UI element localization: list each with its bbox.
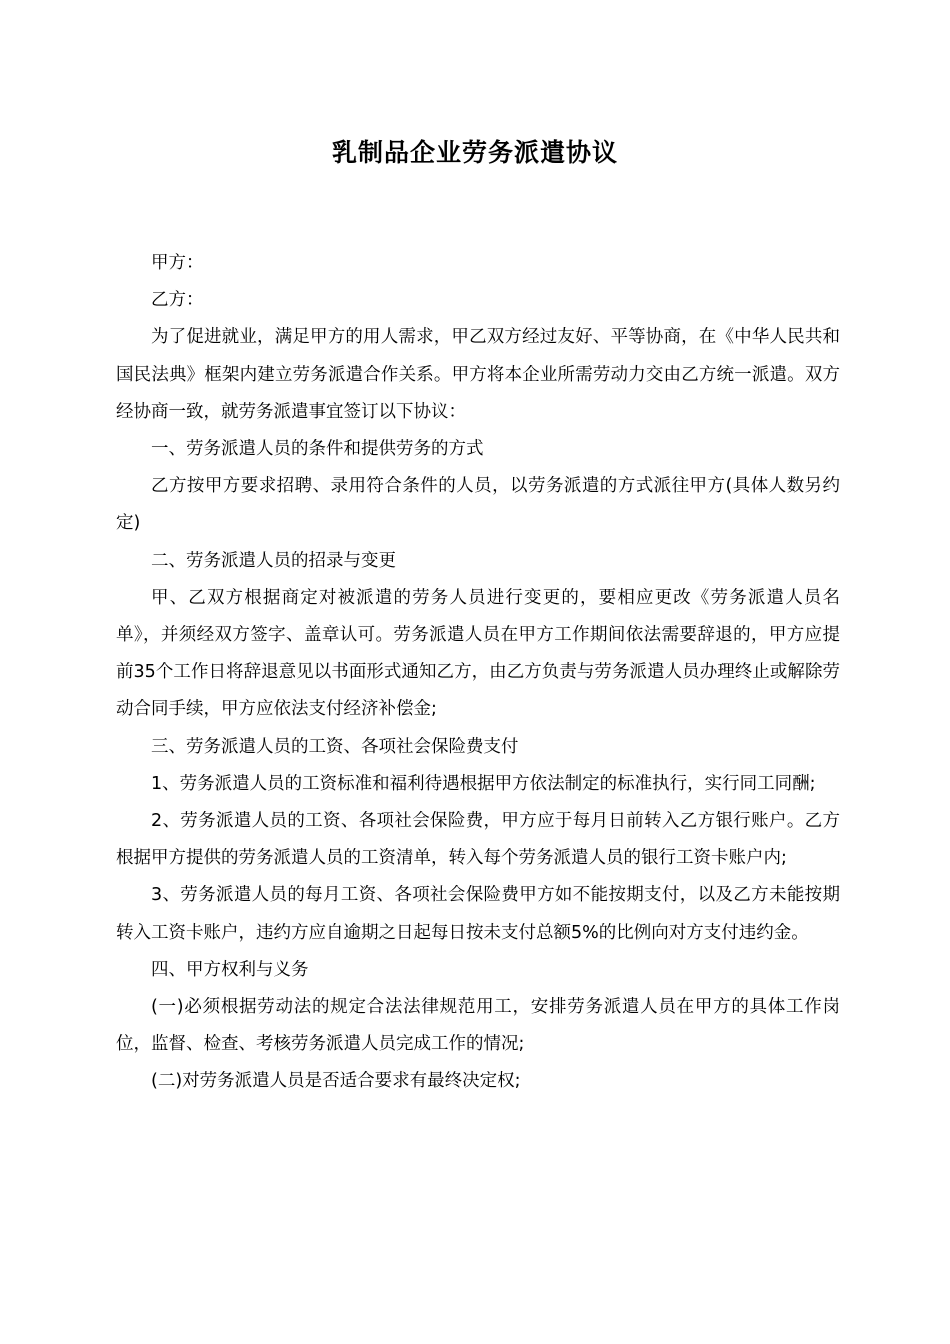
section-heading-2: 二、劳务派遣人员的招录与变更	[151, 550, 396, 571]
section-4-item-1: (一)必须根据劳动法的规定合法法律规范用工，安排劳务派遣人员在甲方的具体工作岗位，监督、检查、考核劳务派遣人员完成工作的情况;	[116, 997, 840, 1055]
section-3-item-3: 3、劳务派遣人员的每月工资、各项社会保险费甲方如不能按期支付，以及乙方未能按期转入工资卡账户，违约方应自逾期之日起每日按未支付总额5%的比例向对方支付违约金。	[116, 885, 840, 943]
document-title: 乳制品企业劳务派遣协议	[331, 138, 618, 167]
section-2-paragraph: 甲、乙双方根据商定对被派遣的劳务人员进行变更的，要相应更改《劳务派遣人员名单》，并须经双方签字、盖章认可。劳务派遣人员在甲方工作期间依法需要辞退的，甲方应提前35个工作日将辞退意见以书面形式通知乙方，由乙方负责与劳务派遣人员办理终止或解除劳动合同手续，甲方应依法支付经济补偿金;	[116, 587, 840, 720]
party-a-line: 甲方：	[151, 253, 204, 273]
section-3-item-1: 1、劳务派遣人员的工资标准和福利待遇根据甲方依法制定的标准执行，实行同工同酬;	[151, 773, 816, 794]
section-heading-1: 一、劳务派遣人员的条件和提供劳务的方式	[151, 439, 484, 460]
document-body	[116, 245, 840, 1101]
section-heading-3: 三、劳务派遣人员的工资、各项社会保险费支付	[151, 736, 519, 757]
section-3-item-2: 2、劳务派遣人员的工资、各项社会保险费，甲方应于每月日前转入乙方银行账户。乙方根据甲方提供的劳务派遣人员的工资清单，转入每个劳务派遣人员的银行工资卡账户内;	[116, 811, 840, 869]
section-4-item-2: (二)对劳务派遣人员是否适合要求有最终决定权;	[151, 1071, 521, 1092]
section-1-paragraph: 乙方按甲方要求招聘、录用符合条件的人员，以劳务派遣的方式派往甲方(具体人数另约定)	[116, 476, 840, 534]
preamble-paragraph: 为了促进就业，满足甲方的用人需求，甲乙双方经过友好、平等协商，在《中华人民共和国民法典》框架内建立劳务派遣合作关系。甲方将本企业所需劳动力交由乙方统一派遣。双方经协商一致，就劳务派遣事宜签订以下协议：	[116, 327, 840, 422]
party-b-line: 乙方：	[151, 290, 204, 311]
section-heading-4: 四、甲方权利与义务	[151, 959, 309, 980]
